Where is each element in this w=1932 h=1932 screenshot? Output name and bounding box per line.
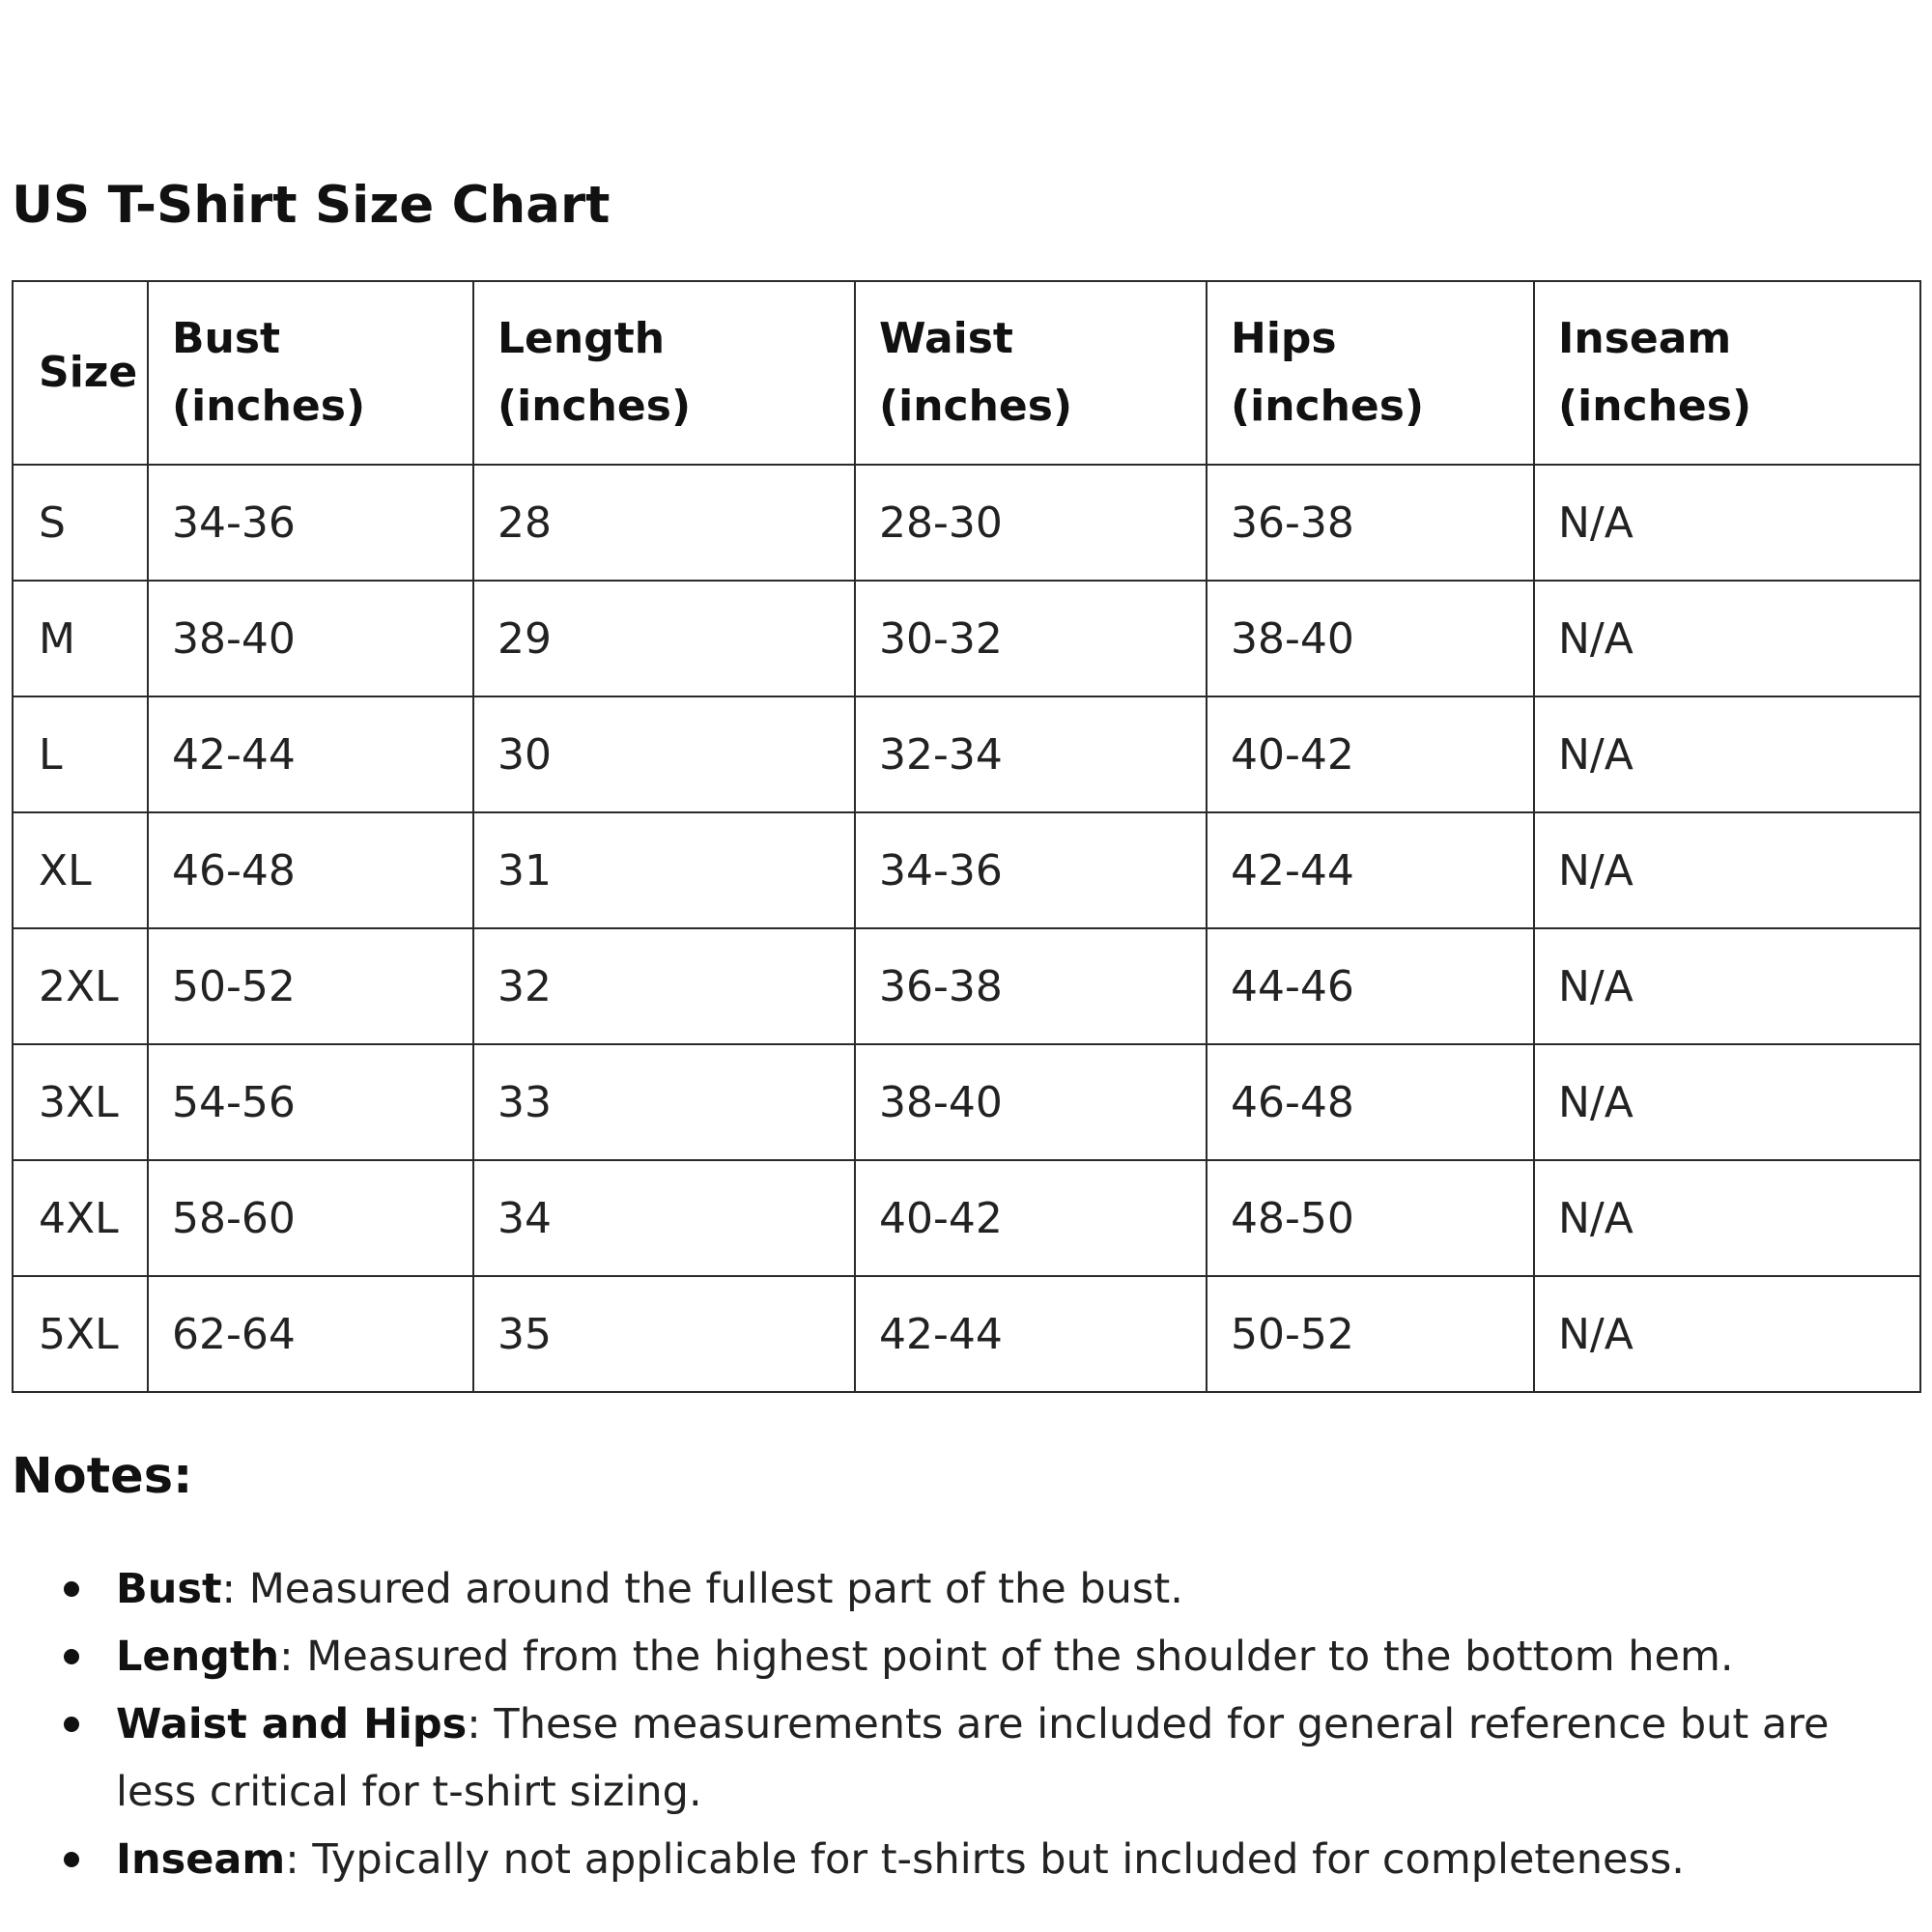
cell-hips: 48-50 [1207,1160,1534,1276]
cell-length: 30 [473,696,855,812]
header-length-label: Length [497,314,666,363]
note-text: : These measurements are included for general reference but are less critical for t-shirt sizing. [116,1700,1830,1816]
notes-heading: Notes: [12,1448,193,1505]
cell-bust: 54-56 [148,1044,473,1160]
header-inseam-unit: (inches) [1558,382,1752,431]
bullet-icon [64,1717,79,1732]
table-row [13,581,1920,696]
table-row [13,928,1920,1044]
cell-bust: 58-60 [148,1160,473,1276]
table-row [13,465,1920,581]
cell-bust: 38-40 [148,581,473,696]
cell-hips: 36-38 [1207,465,1534,581]
cell-hips: 42-44 [1207,812,1534,928]
header-length [473,281,855,465]
cell-waist: 34-36 [855,812,1207,928]
header-waist [855,281,1207,465]
list-item [0,1826,1884,1893]
cell-hips: 38-40 [1207,581,1534,696]
header-hips [1207,281,1534,465]
cell-bust: 34-36 [148,465,473,581]
cell-inseam: N/A [1534,812,1920,928]
cell-hips: 44-46 [1207,928,1534,1044]
note-term: Length [116,1633,280,1681]
cell-size: M [13,581,148,696]
table-row [13,696,1920,812]
cell-bust: 46-48 [148,812,473,928]
header-bust [148,281,473,465]
header-hips-label: Hips [1231,314,1337,363]
cell-waist: 40-42 [855,1160,1207,1276]
cell-bust: 50-52 [148,928,473,1044]
cell-size: 2XL [13,928,148,1044]
cell-length: 33 [473,1044,855,1160]
table-row [13,1276,1920,1392]
table-row [13,812,1920,928]
cell-hips: 50-52 [1207,1276,1534,1392]
cell-bust: 62-64 [148,1276,473,1392]
list-item [0,1555,1884,1623]
cell-hips: 40-42 [1207,696,1534,812]
header-size-label: Size [39,348,138,397]
header-size [13,281,148,465]
cell-length: 28 [473,465,855,581]
cell-inseam: N/A [1534,1160,1920,1276]
cell-length: 34 [473,1160,855,1276]
note-text: : Typically not applicable for t-shirts but included for completeness. [285,1835,1685,1884]
notes-list [0,1555,1884,1893]
header-inseam-label: Inseam [1558,314,1732,363]
note-text: : Measured around the fullest part of the bust. [221,1565,1183,1613]
cell-inseam: N/A [1534,581,1920,696]
cell-inseam: N/A [1534,1276,1920,1392]
header-waist-unit: (inches) [879,382,1073,431]
cell-inseam: N/A [1534,928,1920,1044]
cell-length: 35 [473,1276,855,1392]
list-item [0,1690,1884,1826]
header-inseam [1534,281,1920,465]
bullet-icon [64,1852,79,1867]
cell-size: 3XL [13,1044,148,1160]
cell-waist: 28-30 [855,465,1207,581]
cell-waist: 36-38 [855,928,1207,1044]
cell-waist: 42-44 [855,1276,1207,1392]
cell-length: 32 [473,928,855,1044]
note-term: Inseam [116,1835,286,1884]
cell-size: 4XL [13,1160,148,1276]
cell-length: 31 [473,812,855,928]
table-row [13,1044,1920,1160]
note-term: Waist and Hips [116,1700,468,1748]
cell-waist: 30-32 [855,581,1207,696]
header-length-unit: (inches) [497,382,692,431]
size-chart-table [12,280,1921,1393]
header-waist-label: Waist [879,314,1013,363]
cell-size: L [13,696,148,812]
bullet-icon [64,1581,79,1597]
cell-size: 5XL [13,1276,148,1392]
table-header-row [13,281,1920,465]
cell-waist: 38-40 [855,1044,1207,1160]
cell-length: 29 [473,581,855,696]
cell-size: XL [13,812,148,928]
table-row [13,1160,1920,1276]
header-hips-unit: (inches) [1231,382,1425,431]
list-item [0,1623,1884,1690]
note-text: : Measured from the highest point of the shoulder to the bottom hem. [279,1633,1734,1681]
note-term: Bust [116,1565,222,1613]
cell-inseam: N/A [1534,696,1920,812]
cell-size: S [13,465,148,581]
cell-hips: 46-48 [1207,1044,1534,1160]
bullet-icon [64,1649,79,1664]
page-title: US T-Shirt Size Chart [12,176,611,235]
cell-bust: 42-44 [148,696,473,812]
header-bust-unit: (inches) [172,382,366,431]
cell-inseam: N/A [1534,1044,1920,1160]
header-bust-label: Bust [172,314,281,363]
cell-waist: 32-34 [855,696,1207,812]
cell-inseam: N/A [1534,465,1920,581]
